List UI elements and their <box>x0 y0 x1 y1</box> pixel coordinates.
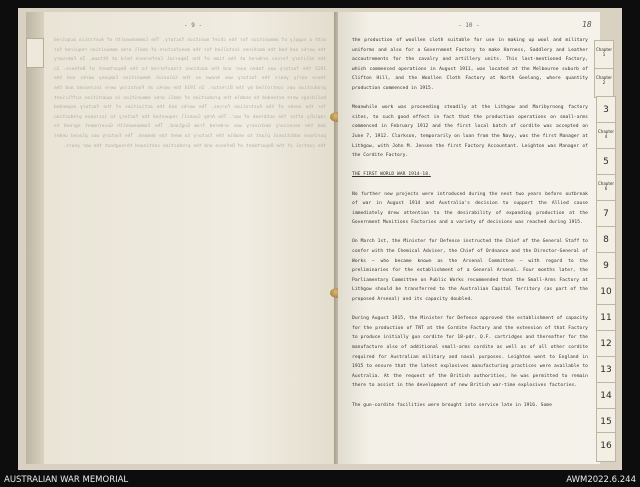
index-tab-10[interactable]: 10 <box>596 278 616 308</box>
index-tab-6[interactable]: Chapter 6 <box>596 174 616 204</box>
left-page-number: - 9 - <box>184 22 203 29</box>
index-tab-1[interactable]: Chapter 1 <box>594 40 614 70</box>
paragraph: the production of woollen cloth suitable for use in making up wool and military uniforms and also for a Government Factory to make Harness, Saddlery and Leather accoutrements for the cavalry and artillery units. This last-mentioned Factory, which commenced operations in August 1911, was located at the Melbourne suburb of Clifton Hill, and the Woollen Cloth Factory at North Geelong, where quantity production commenced in 1915. <box>352 38 588 91</box>
index-tab-3[interactable]: 3 <box>596 96 616 126</box>
right-page-body <box>352 36 588 420</box>
index-tab-11[interactable]: 11 <box>596 304 616 334</box>
index-tab-4[interactable]: Chapter 4 <box>596 122 616 152</box>
binder-spread <box>18 8 622 470</box>
caption-bar <box>0 474 640 487</box>
index-tab-9[interactable]: 9 <box>596 252 616 282</box>
paragraph: During August 1915, the Minister for Defence approved the establishment of capacity for the production of TNT at the Cordite Factory and the extension of that Factory to produce initially gun cordite for 18-pdr. Q.F. cartridges and thereafter for the manufacture also of additional small-arms cordite as well as of all other cordite required for Australian military and naval purposes. Leighton went to England in 1915 to ensure that the latest explosives manufacturing practices were available to Australia. At the request of the British authorities, he was permitted to remain there to assist in the development of new British war-time explosives factories. <box>352 316 588 389</box>
index-tab-7[interactable]: 7 <box>596 200 616 230</box>
index-tab-2[interactable]: Chapter 2 <box>594 68 614 98</box>
index-tab-13[interactable]: 13 <box>596 356 616 386</box>
right-page-number: - 10 - <box>458 22 480 29</box>
paragraph: On March 1st, the Minister for Defence instructed the Chief of the General Staff to confer with the Chemical Adviser, the Chief of Ordnance and the Director-General of Works — who became known as the Arsenal Committee — with regard to the preliminaries for the establishment of a General Arsenal. Four months later, the Parliamentary Committee on Public Works recommended that the Small-Arms Factory at Lithgow should be transferred to the Australian Capital Territory (as part of the proposed Arsenal) and its capacity doubled. <box>352 239 588 303</box>
binder-left-edge <box>26 12 44 464</box>
paragraph: No further new projects were introduced during the next two years before outbreak of war in August 1914 and Australia's decision to support the Allied cause immediately drew attention to the desirability of expanding production at the Government Munitions Factories and a variety of decisions was reached during 1915. <box>352 191 588 226</box>
institution-credit: AUSTRALIAN WAR MEMORIAL <box>4 475 129 485</box>
index-tab-8[interactable]: 8 <box>596 226 616 256</box>
index-tab-12[interactable]: 12 <box>596 330 616 360</box>
index-tabs <box>582 40 618 460</box>
paragraph: Meanwhile work was proceeding steadily at the Lithgow and Maribyrnong factory sites, to such good effect in fact that the production operations on small-arms commenced in February 1912 and the first local batch of cordite was accepted on June 7, 1912. Clarkson, temporarily on loan from the Navy, was the first Manager at Lithgow, with John M. Jensen the first Factory Accountant. Leighton was Manager of the Cordite Factory. <box>352 105 588 159</box>
left-page <box>44 12 334 464</box>
index-tab-15[interactable]: 15 <box>596 408 616 438</box>
index-tab-16[interactable]: 16 <box>596 432 616 462</box>
left-page-bleed-through-text: with a supply of ammunition for the chief munition factory. The Commonwealth of Australia acquired the works and had the machines installed for the manufacture of small arms ammunition required for the military forces ordered at the time of the Imperial Conference held at Ottawa. In February 1912 the factory was taken over and the machines transferred to the Department of Defence. In these early years the factory was known as the Colonial Ammunition Company works and the production was controlled by the Director. In 1914 the works at Footscray were increased and the buildings were extended to enable the production of small arms ammunition in quantities sufficient for the needs of the Australian forces. The works and the activities of the factory expanded rapidly after the outbreak of war. The Army Council requested the factory to increase production and the necessary machinery was ordered from England. The Commonwealth Government agreed to purchase additional plant to enable the factory to meet the demand. The Factory was placed under the control of the Department of Defence and the production continued throughout the war years. <box>54 38 326 149</box>
section-heading: THE FIRST WORLD WAR 1914-18. <box>352 172 431 178</box>
index-tab-5[interactable]: 5 <box>596 148 616 178</box>
paragraph: The gun-cordite facilities were brought into service late in 1916. Some <box>352 402 552 408</box>
right-page <box>338 12 600 464</box>
left-page-flag <box>26 38 44 68</box>
folio-number: 18 <box>582 20 592 29</box>
index-tab-14[interactable]: 14 <box>596 382 616 412</box>
accession-number: AWM2022.6.244 <box>566 475 636 485</box>
